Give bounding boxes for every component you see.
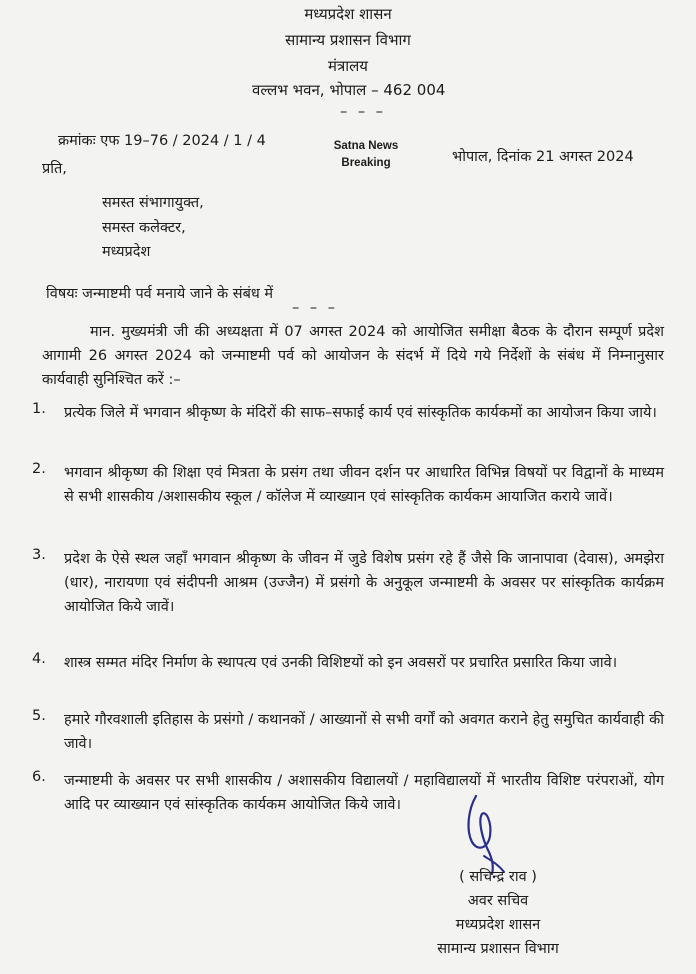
- item-2-text: भगवान श्रीकृष्ण की शिक्षा एवं मित्रता के प्रसंग तथा जीवन दर्शन पर आधारित विभिन्न विषयों पर विद्वानों के माध्यम से सभी शासकीय /अशासकीय स्कूल / कॉलेज में व्याख्यान एवं सांस्कृतिक कार्यकम आयाजित कराये जावें।: [64, 465, 664, 505]
- recipient-line1: समस्त संभागायुक्त,: [102, 195, 204, 211]
- item-1-text: प्रत्येक जिले में भगवान श्रीकृष्ण के मंदिरों की साफ–सफाई कार्य एवं सांस्कृतिक कार्यकमों का आयोजन किया जाये।: [64, 405, 657, 421]
- item-6-text: जन्माष्टमी के अवसर पर सभी शासकीय / अशासकीय विद्यालयों / महाविद्यालयों में भारतीय विशिष्ट परंपराओं, योग आदि पर व्याख्यान एवं सांस्कृतिक कार्यकम आयोजित किये जावे।: [64, 773, 664, 813]
- intro-paragraph: [42, 320, 664, 392]
- place-date: भोपाल, दिनांक 21 अगस्त 2024: [452, 149, 634, 165]
- header-address: वल्लभ भवन, भोपाल – 462 004: [252, 81, 446, 99]
- subject-line: विषयः जन्माष्टमी पर्व मनाये जाने के संबंध में: [46, 286, 274, 302]
- signatory-designation: अवर सचिव: [467, 893, 529, 909]
- item-4-text: शास्त्र सम्मत मंदिर निर्माण के स्थापत्य एवं उनकी विशिष्टयों को इन अवसरों पर प्रचारित प्रसारित किया जावे।: [64, 655, 618, 671]
- reference-number: क्रमांकः एफ 19–76 / 2024 / 1 / 4: [58, 133, 266, 149]
- signatory-org1: मध्यप्रदेश शासन: [455, 917, 541, 933]
- intro-text: मान. मुख्यमंत्री जी की अध्यक्षता में 07 अगस्त 2024 को आयोजित समीक्षा बैठक के दौरान सम्पूर्ण प्रदेश आगामी 26 अगस्त 2024 को जन्माष्टमी पर्व को आयोजन के संदर्भ में दिये गये निर्देशों के संबंध में निम्नानुसार कार्यवाही सुनिश्चित करें :–: [42, 324, 664, 388]
- header-ministry: मंत्रालय: [327, 57, 368, 75]
- header-department: सामान्य प्रशासन विभाग: [285, 31, 411, 49]
- item-2-number: 2.: [32, 461, 46, 477]
- signatory-block: [400, 866, 596, 962]
- item-5-number: 5.: [32, 708, 46, 724]
- recipient-line2: समस्त कलेक्टर,: [102, 220, 186, 236]
- item-3-number: 3.: [32, 547, 46, 563]
- recipient-prati: प्रति,: [42, 161, 67, 177]
- item-3-text: प्रदेश के ऐसे स्थल जहाँ भगवान श्रीकृष्ण के जीवन में जुडे विशेष प्रसंग रहे हैं जैसे कि जानापावा (देवास), अमझेरा (धार), नारायणा एवं संदीपनी आश्रम (उज्जैन) में प्रसंगो के अनुकूल जन्माष्टमी के अवसर पर सांस्कृतिक कार्यक्रम आयोजित किये जावें।: [64, 551, 664, 615]
- item-1-number: 1.: [32, 401, 46, 417]
- watermark: [326, 138, 406, 172]
- item-6-number: 6.: [32, 769, 46, 785]
- watermark-line2: Breaking: [341, 157, 391, 169]
- item-5-text: हमारे गौरवशाली इतिहास के प्रसंगो / कथानकों / आख्यानों से सभी वर्गों को अवगत कराने हेतु समुचित कार्यवाही की जावे।: [64, 712, 664, 752]
- item-4-number: 4.: [32, 651, 46, 667]
- signatory-org2: सामान्य प्रशासन विभाग: [437, 941, 559, 957]
- recipient-line3: मध्यप्रदेश: [102, 244, 151, 260]
- watermark-line1: Satna News: [333, 140, 399, 152]
- signatory-name: ( सचिन्द्र राव ): [459, 869, 537, 885]
- header-government: मध्यप्रदेश शासन: [304, 5, 392, 23]
- subject-divider: – – –: [292, 300, 338, 316]
- header-divider: – – –: [340, 104, 386, 120]
